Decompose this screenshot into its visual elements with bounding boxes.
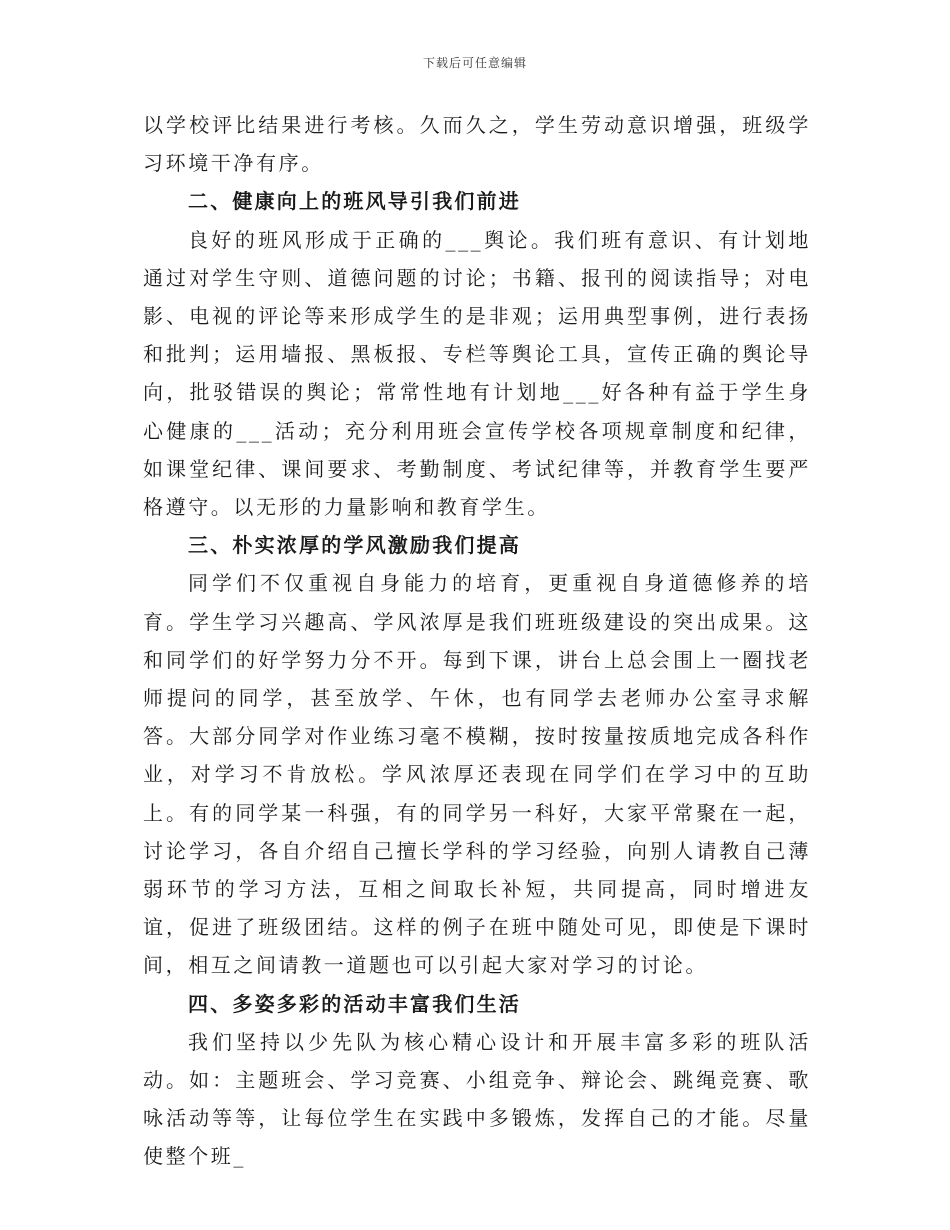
intro-paragraph: 以学校评比结果进行考核。久而久之，学生劳动意识增强，班级学习环境干净有序。	[143, 113, 811, 176]
section-3-paragraph: 同学们不仅重视自身能力的培育，更重视自身道德修养的培育。学生学习兴趣高、学风浓厚是我们班班级建设的突出成果。这和同学们的好学努力分不开。每到下课，讲台上总会围上一圈找老师提问的同学，甚至放学、午休，也有同学去老师办公室寻求解答。大部分同学对作业练习毫不模糊，按时按量按质地完成各科作业，对学习不肯放松。学风浓厚还表现在同学们在学习中的互助上。有的同学某一科强，有的同学另一科好，大家平常聚在一起，讨论学习，各自介绍自己擅长学科的学习经验，向别人请教自己薄弱环节的学习方法，互相之间取长补短，共同提高，同时增进友谊，促进了班级团结。这样的例子在班中随处可见，即使是下课时间，相互之间请教一道题也可以引起大家对学习的讨论。	[143, 571, 811, 978]
document-body	[143, 106, 811, 1176]
section-4-paragraph: 我们坚持以少先队为核心精心设计和开展丰富多彩的班队活动。如：主题班会、学习竞赛、小组竞争、辩论会、跳绳竞赛、歌咏活动等等，让每位学生在实践中多锻炼，发挥自己的才能。尽量使整个班_	[143, 1029, 811, 1169]
section-2-heading: 二、健康向上的班风导引我们前进	[188, 189, 521, 214]
section-4-heading: 四、多姿多彩的活动丰富我们生活	[188, 991, 521, 1016]
section-2-paragraph: 良好的班风形成于正确的___舆论。我们班有意识、有计划地通过对学生守则、道德问题的讨论；书籍、报刊的阅读指导；对电影、电视的评论等来形成学生的是非观；运用典型事例，进行表扬和批判；运用墙报、黑板报、专栏等舆论工具，宣传正确的舆论导向，批驳错误的舆论；常常性地有计划地___好各种有益于学生身心健康的___活动；充分利用班会宣传学校各项规章制度和纪律，如课堂纪律、课间要求、考勤制度、考试纪律等，并教育学生要严格遵守。以无形的力量影响和教育学生。	[143, 227, 811, 520]
section-3-heading: 三、朴实浓厚的学风激励我们提高	[188, 533, 521, 558]
page-header: 下载后可任意编辑	[422, 56, 527, 70]
